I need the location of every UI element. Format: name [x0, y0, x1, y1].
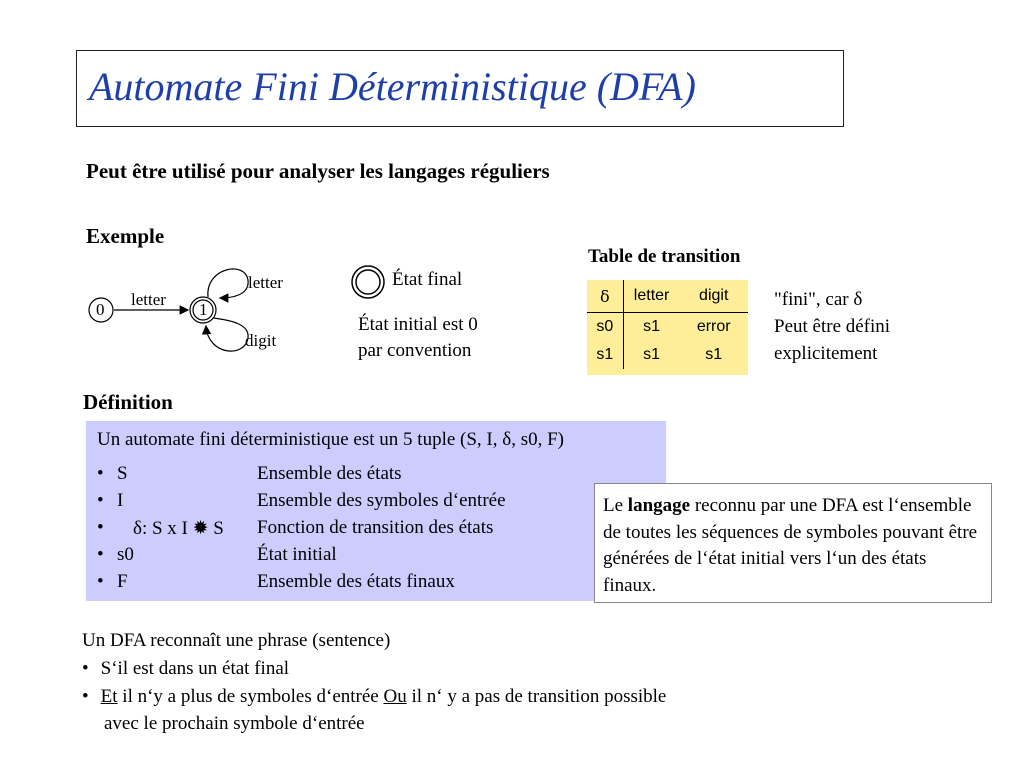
- table-cell: s1: [643, 346, 661, 363]
- definition-description: Ensemble des états: [257, 463, 402, 484]
- bullet: •: [97, 463, 104, 484]
- table-cell: s1: [643, 318, 661, 335]
- definition-symbol: s0: [117, 544, 134, 565]
- table-cell: error: [696, 318, 731, 335]
- footer-item2-cont: avec le prochain symbole d‘entrée: [104, 713, 365, 734]
- slide-title: Automate Fini Déterministique (DFA): [89, 64, 696, 109]
- bullet: •: [97, 517, 104, 538]
- loop-digit-arrow: [206, 318, 248, 351]
- header-delta: δ: [587, 280, 623, 313]
- definition-symbol: I: [117, 490, 124, 511]
- definition-intro: Un automate fini déterministique est un 5 tuple (S, I, δ, s0, F): [97, 429, 564, 450]
- bullet: •: [97, 544, 104, 565]
- loop-letter-arrow: [208, 269, 248, 298]
- footer-item1-text: S‘il est dans un état final: [100, 658, 290, 679]
- definition-heading: Définition: [83, 390, 173, 414]
- transition-table-caption: Table de transition: [588, 246, 741, 267]
- header-digit: digit: [679, 280, 748, 313]
- footer-item2: [82, 686, 666, 708]
- definition-description: Ensemble des états finaux: [257, 571, 455, 592]
- language-box: [594, 483, 992, 603]
- table-cell: s0: [587, 313, 623, 342]
- header-letter: letter: [623, 280, 679, 313]
- footer-et: Et: [100, 686, 118, 707]
- table-row: [587, 341, 748, 369]
- table-row: [587, 313, 748, 342]
- definition-description: État initial: [257, 544, 337, 565]
- fini-note-line3: explicitement: [774, 343, 878, 364]
- footer-item1: [82, 658, 289, 680]
- final-state-label: État final: [392, 269, 463, 290]
- footer-ou: Ou: [383, 686, 407, 707]
- state-0-label: 0: [96, 300, 105, 319]
- definition-box: [86, 421, 666, 601]
- bullet: •: [82, 686, 89, 707]
- definition-symbol: F: [117, 571, 128, 592]
- footer-item2-mid: il n‘y a plus de symboles d‘entrée: [117, 686, 384, 707]
- definition-symbol: δ: S x I ✹ S: [133, 518, 224, 539]
- edge-letter-label: letter: [131, 290, 166, 309]
- language-text: [603, 493, 983, 599]
- fini-note-line2: Peut être défini: [774, 316, 891, 337]
- bullet: •: [97, 490, 104, 511]
- fini-note-line1: "fini", car δ: [774, 289, 863, 310]
- example-heading: Exemple: [86, 224, 165, 248]
- footer-line1: Un DFA reconnaît une phrase (sentence): [82, 630, 391, 651]
- definition-description: Fonction de transition des états: [257, 517, 494, 538]
- definition-symbol: S: [117, 463, 128, 484]
- transition-table: [587, 280, 748, 375]
- language-prefix: Le: [603, 495, 628, 516]
- final-state-icon: [350, 264, 386, 300]
- loop-letter-label: letter: [248, 273, 283, 292]
- table-cell: s1: [705, 346, 723, 363]
- state-1-label: 1: [199, 300, 208, 319]
- title-box: [76, 50, 844, 127]
- language-rest: reconnu par une DFA est l‘ensemble de toutes les séquences de symboles pouvant être générées de l‘état initial vers l‘un des états finaux.: [603, 495, 978, 596]
- bullet: •: [97, 571, 104, 592]
- language-bold-word: langage: [627, 495, 691, 516]
- table-header-row: [587, 280, 748, 313]
- initial-note-line1: État initial est 0: [358, 314, 478, 335]
- footer-item2-end: il n‘ y a pas de transition possible: [406, 686, 667, 707]
- bullet: •: [82, 658, 89, 679]
- loop-digit-label: digit: [245, 331, 277, 350]
- definition-description: Ensemble des symboles d‘entrée: [257, 490, 506, 511]
- subtitle: Peut être utilisé pour analyser les langages réguliers: [86, 159, 550, 183]
- table-cell: s1: [587, 341, 623, 369]
- initial-note-line2: par convention: [358, 340, 472, 361]
